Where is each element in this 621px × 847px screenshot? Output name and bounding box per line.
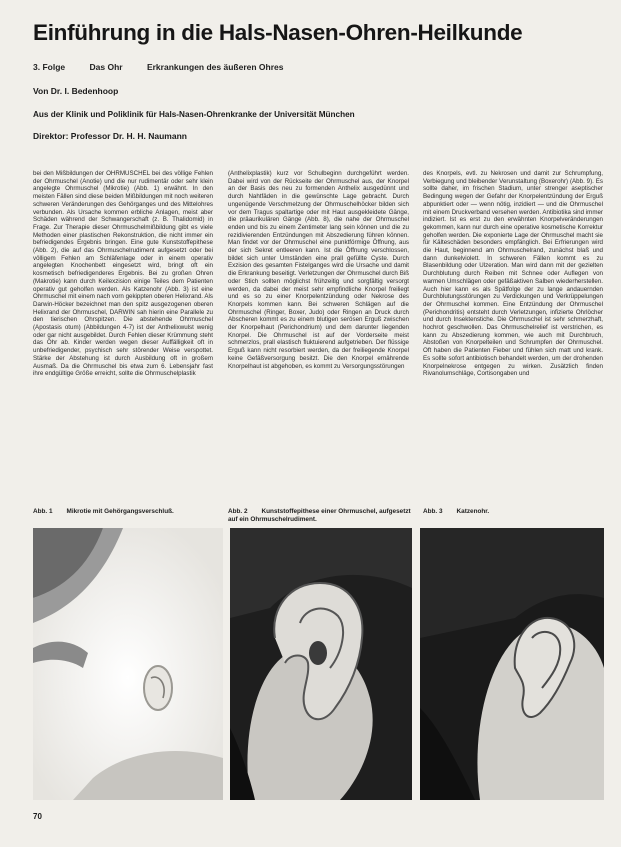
article-title: Einführung in die Hals-Nasen-Ohren-Heilkunde (33, 20, 523, 45)
figure-caption-1 (33, 508, 218, 516)
series-episode: 3. Folge (33, 62, 66, 72)
director-line: Direktor: Professor Dr. H. H. Naumann (33, 131, 187, 141)
body-column-3: des Knorpels, evtl. zu Nekrosen und damit zur Schrumpfung, Verbiegung und bleibender Verunstaltung (Boxerohr) (Abb. 9). Es sollte daher, im frischen Stadium, unter strenger aseptischer Bedingung wegen der Gefahr der Knorpelentzündung der Erguß abpunktiert oder — wenn nötig, inzidiert — und die Ohrmuschel mit einem Druckverband versehen werden. Antibiotika sind immer indiziert. Ist es erst zu den erwähnten Knorpelveränderungen gekommen, kann nur durch eine operative kosmetische Korrektur geholfen werden. Die exponierte Lage der Ohrmuschel macht sie für Kälteschäden besonders empfänglich. Bei Erfrierungen wird die Haut, beginnend am Ohrmuschelrand, zunächst blaß und dann dunkelviolett. In schweren Fällen kommt es zu Blasenbildung oder Ulzeration. Man wird dann mit der gezielten Durchblutung durch Reiben mit Schnee oder Auflegen von warmen Umschlägen oder gefäßaktiven Salben wiederherstellen. Auch hier kann es als Spätfolge der zu lange andauernden Durchblutungsstörungen zu Verdickungen und Verkrüppelungen der Ohrmuschel kommen. Eine Entzündung der Ohrmuschel (Perichondritis) entsteht durch Verletzungen, infizierte Ohrlöcher und durch Insektenstiche. Die Ohrmuschel ist sehr schmerzhaft, hochrot geschwollen. Das Ohrmuschelrelief ist verstrichen, es kann zu Abszedierung kommen, wie auch mit Durchbruch, Abstoßen von Knorpelteilen und Schrumpfen der Ohrmuschel. Oft haben die Patienten Fieber und fühlen sich matt und krank. Es sollte sofort antibiotisch behandelt werden, um der drohenden Knorpelnekrose entgegen zu wirken. Zusätzlich finden Rivanolumschläge, Cortisongaben und (423, 170, 603, 378)
figure-number: Abb. 2 (228, 508, 248, 515)
figure-number: Abb. 3 (423, 508, 443, 515)
figure-caption-text: Katzenohr. (456, 508, 490, 515)
figure-3-photo (420, 528, 604, 800)
institution-line: Aus der Klinik und Poliklinik für Hals-Nasen-Ohrenkranke der Universität München (33, 110, 355, 119)
figure-caption-text: Kunststoffepithese einer Ohrmuschel, aufgesetzt auf ein Ohrmuschelrudiment. (228, 508, 411, 523)
series-line (33, 62, 305, 72)
figure-caption-3 (423, 508, 603, 516)
figure-1-photo (33, 528, 223, 800)
series-subtopic: Erkrankungen des äußeren Ohres (146, 62, 284, 72)
body-column-2: (Anthelixplastik) kurz vor Schulbeginn durchgeführt werden. Dabei wird von der Rückseite der Ohrmuschel aus, der Knorpel an der Basis des neu zu formenden Anthelix ausgedünnt und durch Nahtfäden in die gewünschte Lage gebracht. Durch ungenügende Verschmelzung der Ohrmuschelhöcker bilden sich vor dem Tragus spaltartige oder mit Haut ausgekleidete Gänge, die präaurikulären Gänge (Abb. 8), die nahe der Ohrmuschel enden und bis zu einem Zentimeter lang sein können und die zu rezidivierenden Entzündungen mit Abszedierung führen können. Man findet vor der Ohrmuschel eine punktförmige Öffnung, aus der sich Sekret entleeren kann. Ist die Öffnung verschlossen, bildet sich unter Umständen eine prall gefüllte Cyste. Durch Exzision des gesamten Fistelganges wird die Ursache und damit die Erkrankung beseitigt. Verletzungen der Ohrmuschel durch Biß oder Stich sollten möglichst frühzeitig und sorgfältig versorgt werden, da dabei der meist sehr empfindliche Knorpel freiliegt und es so zu einer Knorpelentzündung oder Nekrose des Knorpels kommen kann. Bei schweren Schlägen auf die Ohrmuschel (Ringer, Boxer, Judo) oder Ringen an Druck durch Abscheren kommt es zu einem blutigen serösen Erguß zwischen der Knorpelhaut (Perichondrium) und dem darunter liegenden Knorpel. Die Ohrmuschel ist auf der Vorderseite meist schmerzlos, prall elastisch fluktuierend aufgetrieben. Der flüssige Erguß kann nicht resorbiert werden, da der freiliegende Knorpel keine Gefäßversorgung besitzt. Die den Knorpel ernährende Knorpelhaut ist abgehoben, es kommt zu Versorgungsstörungen (228, 170, 409, 370)
series-topic: Das Ohr (89, 62, 123, 72)
page-number: 70 (33, 812, 42, 821)
figure-2-photo (230, 528, 412, 800)
figure-caption-text: Mikrotie mit Gehörgangsverschluß. (66, 508, 174, 515)
body-column-1: bei den Mißbildungen der OHRMUSCHEL bei des völlige Fehlen der Ohrmuschel (Anotie) und die nur rudimentär oder sehr klein angelegte Ohrmuschel (Mikrotie) (Abb. 1) erwähnt. In den meisten Fällen sind diese beiden Mißbildungen mit noch weiteren schweren Veränderungen des Gehörganges und des Mittelohres verbunden. Als Ursache kommen erbliche Anlagen, meist aber Schäden während der Schwangerschaft (z. B. Thalidomid) in Frage. Zur Therapie dieser Ohrmuschelmißbildung gibt es viele Methoden einer plastischen Rekonstruktion, die nicht immer ein befriedigendes Ergebnis bringen. Eine gute Kunststoffepithese (Abb. 2), die auf das Ohrmuschelrudiment aufgesetzt oder bei völligem Fehlen am Schläfenlage oder in einem operativ angelegten Knochenbett eingesetzt wird, bringt oft ein kosmetisch befriedigenderes Ergebnis. Bei zu großen Ohren (Makrotie) kann durch Keilexzision einige Teiles dem Patienten operativ gut geholfen werden. Als Katzenohr (Abb. 3) ist eine Ohrmuschel mit einem nach vorn gekippten oberen Helixrand. Als Darwin-Höcker bezeichnet man den spitz ausgezogenen oberen Helixrand der Ohrmuschel, DARWIN sah hierin eine Parallele zu den tierischen Ohrspitzen. Die abstehende Ohrmuschel (Apostasis otum) (Abbildungen 4-7) ist der Anthelixwulst wenig oder gar nicht ausgebildet. Durch Fehlen dieser Krümmung steht das Ohr ab. Kinder werden wegen dieser Auffälligkeit oft in unbefriedigender, psychisch sehr störender Weise verspottet. Stärke der Abstehung ist durch Ausbildung oft in großem Ausmaß. Da die Ohrmuschel bis etwa zum 6. Lebensjahr fast ihre endgültige Größe erreicht, sollte die Ohrmuschelplastik (33, 170, 213, 378)
author-line: Von Dr. I. Bedenhoop (33, 86, 119, 96)
figure-number: Abb. 1 (33, 508, 53, 515)
figure-caption-2 (228, 508, 413, 524)
